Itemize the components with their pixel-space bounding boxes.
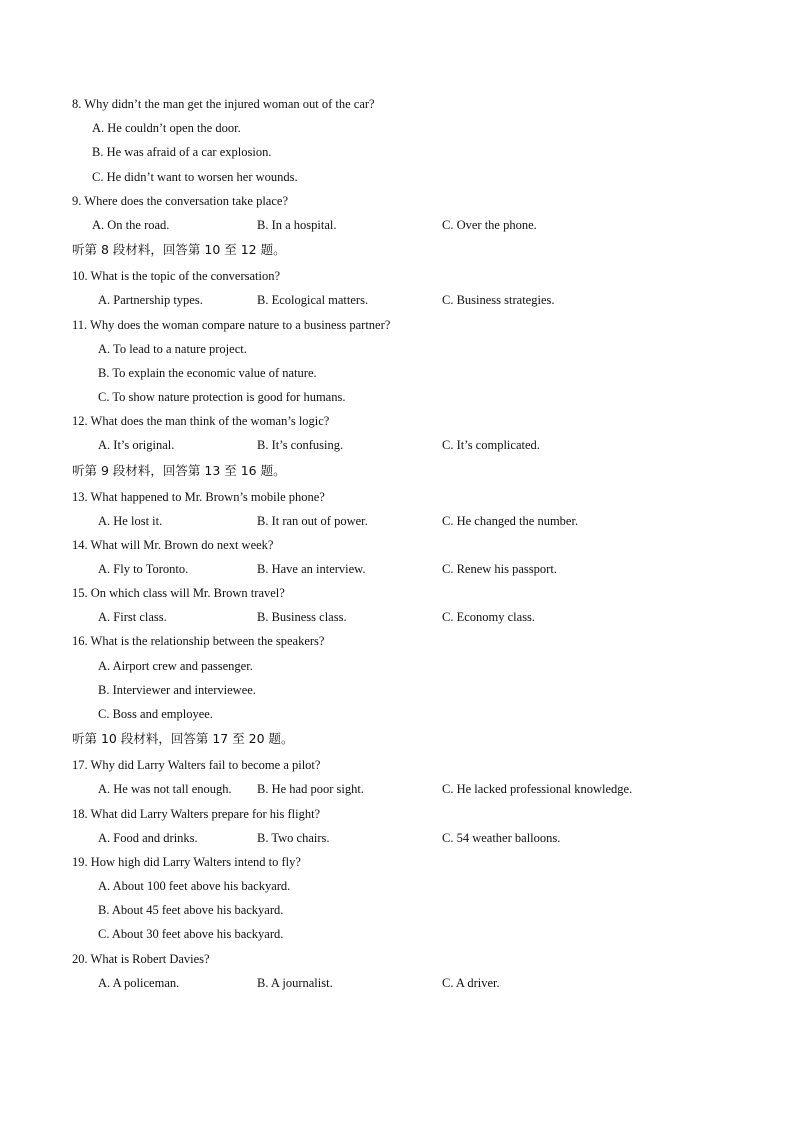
option-11b: B. To explain the economic value of nature. [98, 366, 317, 380]
question-19: 19. How high did Larry Walters intend to fly? [72, 855, 301, 869]
option-8c: C. He didn’t want to worsen her wounds. [92, 170, 298, 184]
option-8a: A. He couldn’t open the door. [92, 121, 241, 135]
question-20: 20. What is Robert Davies? [72, 952, 210, 966]
option-10a: A. Partnership types. [98, 293, 203, 307]
option-12b: B. It’s confusing. [257, 438, 344, 452]
question-12: 12. What does the man think of the woman’s logic? [72, 414, 330, 428]
question-9: 9. Where does the conversation take place? [72, 194, 288, 208]
option-13a: A. He lost it. [98, 514, 163, 528]
option-16b: B. Interviewer and interviewee. [98, 683, 256, 697]
option-9a: A. On the road. [92, 218, 170, 232]
option-18b: B. Two chairs. [257, 831, 330, 845]
option-19a: A. About 100 feet above his backyard. [98, 879, 291, 893]
option-13c: C. He changed the number. [442, 514, 579, 528]
section-heading-10: 听第 10 段材料，回答第 17 至 20 题。 [72, 731, 294, 746]
option-14b: B. Have an interview. [257, 562, 366, 576]
question-17: 17. Why did Larry Walters fail to become a pilot? [72, 758, 321, 772]
section-heading-8: 听第 8 段材料，回答第 10 至 12 题。 [72, 242, 286, 257]
option-9b: B. In a hospital. [257, 218, 337, 232]
option-17b: B. He had poor sight. [257, 782, 364, 796]
option-14a: A. Fly to Toronto. [98, 562, 189, 576]
section-heading-9: 听第 9 段材料，回答第 13 至 16 题。 [72, 463, 286, 478]
option-20c: C. A driver. [442, 976, 500, 990]
option-8b: B. He was afraid of a car explosion. [92, 145, 272, 159]
option-10c: C. Business strategies. [442, 293, 555, 307]
option-18a: A. Food and drinks. [98, 831, 198, 845]
question-11: 11. Why does the woman compare nature to a business partner? [72, 318, 391, 332]
question-14: 14. What will Mr. Brown do next week? [72, 538, 274, 552]
option-19c: C. About 30 feet above his backyard. [98, 927, 284, 941]
question-13: 13. What happened to Mr. Brown’s mobile phone? [72, 490, 325, 504]
option-12c: C. It’s complicated. [442, 438, 540, 452]
option-18c: C. 54 weather balloons. [442, 831, 561, 845]
question-8: 8. Why didn’t the man get the injured woman out of the car? [72, 97, 375, 111]
option-16c: C. Boss and employee. [98, 707, 213, 721]
option-15a: A. First class. [98, 610, 167, 624]
option-13b: B. It ran out of power. [257, 514, 368, 528]
option-12a: A. It’s original. [98, 438, 175, 452]
option-9c: C. Over the phone. [442, 218, 537, 232]
question-18: 18. What did Larry Walters prepare for his flight? [72, 807, 321, 821]
question-10: 10. What is the topic of the conversation? [72, 269, 281, 283]
question-15: 15. On which class will Mr. Brown travel? [72, 586, 285, 600]
option-15c: C. Economy class. [442, 610, 536, 624]
option-11a: A. To lead to a nature project. [98, 342, 247, 356]
option-15b: B. Business class. [257, 610, 347, 624]
question-16: 16. What is the relationship between the speakers? [72, 634, 325, 648]
option-10b: B. Ecological matters. [257, 293, 369, 307]
option-14c: C. Renew his passport. [442, 562, 557, 576]
option-11c: C. To show nature protection is good for humans. [98, 390, 346, 404]
option-20a: A. A policeman. [98, 976, 180, 990]
option-20b: B. A journalist. [257, 976, 333, 990]
option-19b: B. About 45 feet above his backyard. [98, 903, 284, 917]
option-17a: A. He was not tall enough. [98, 782, 232, 796]
option-16a: A. Airport crew and passenger. [98, 659, 253, 673]
option-17c: C. He lacked professional knowledge. [442, 782, 633, 796]
